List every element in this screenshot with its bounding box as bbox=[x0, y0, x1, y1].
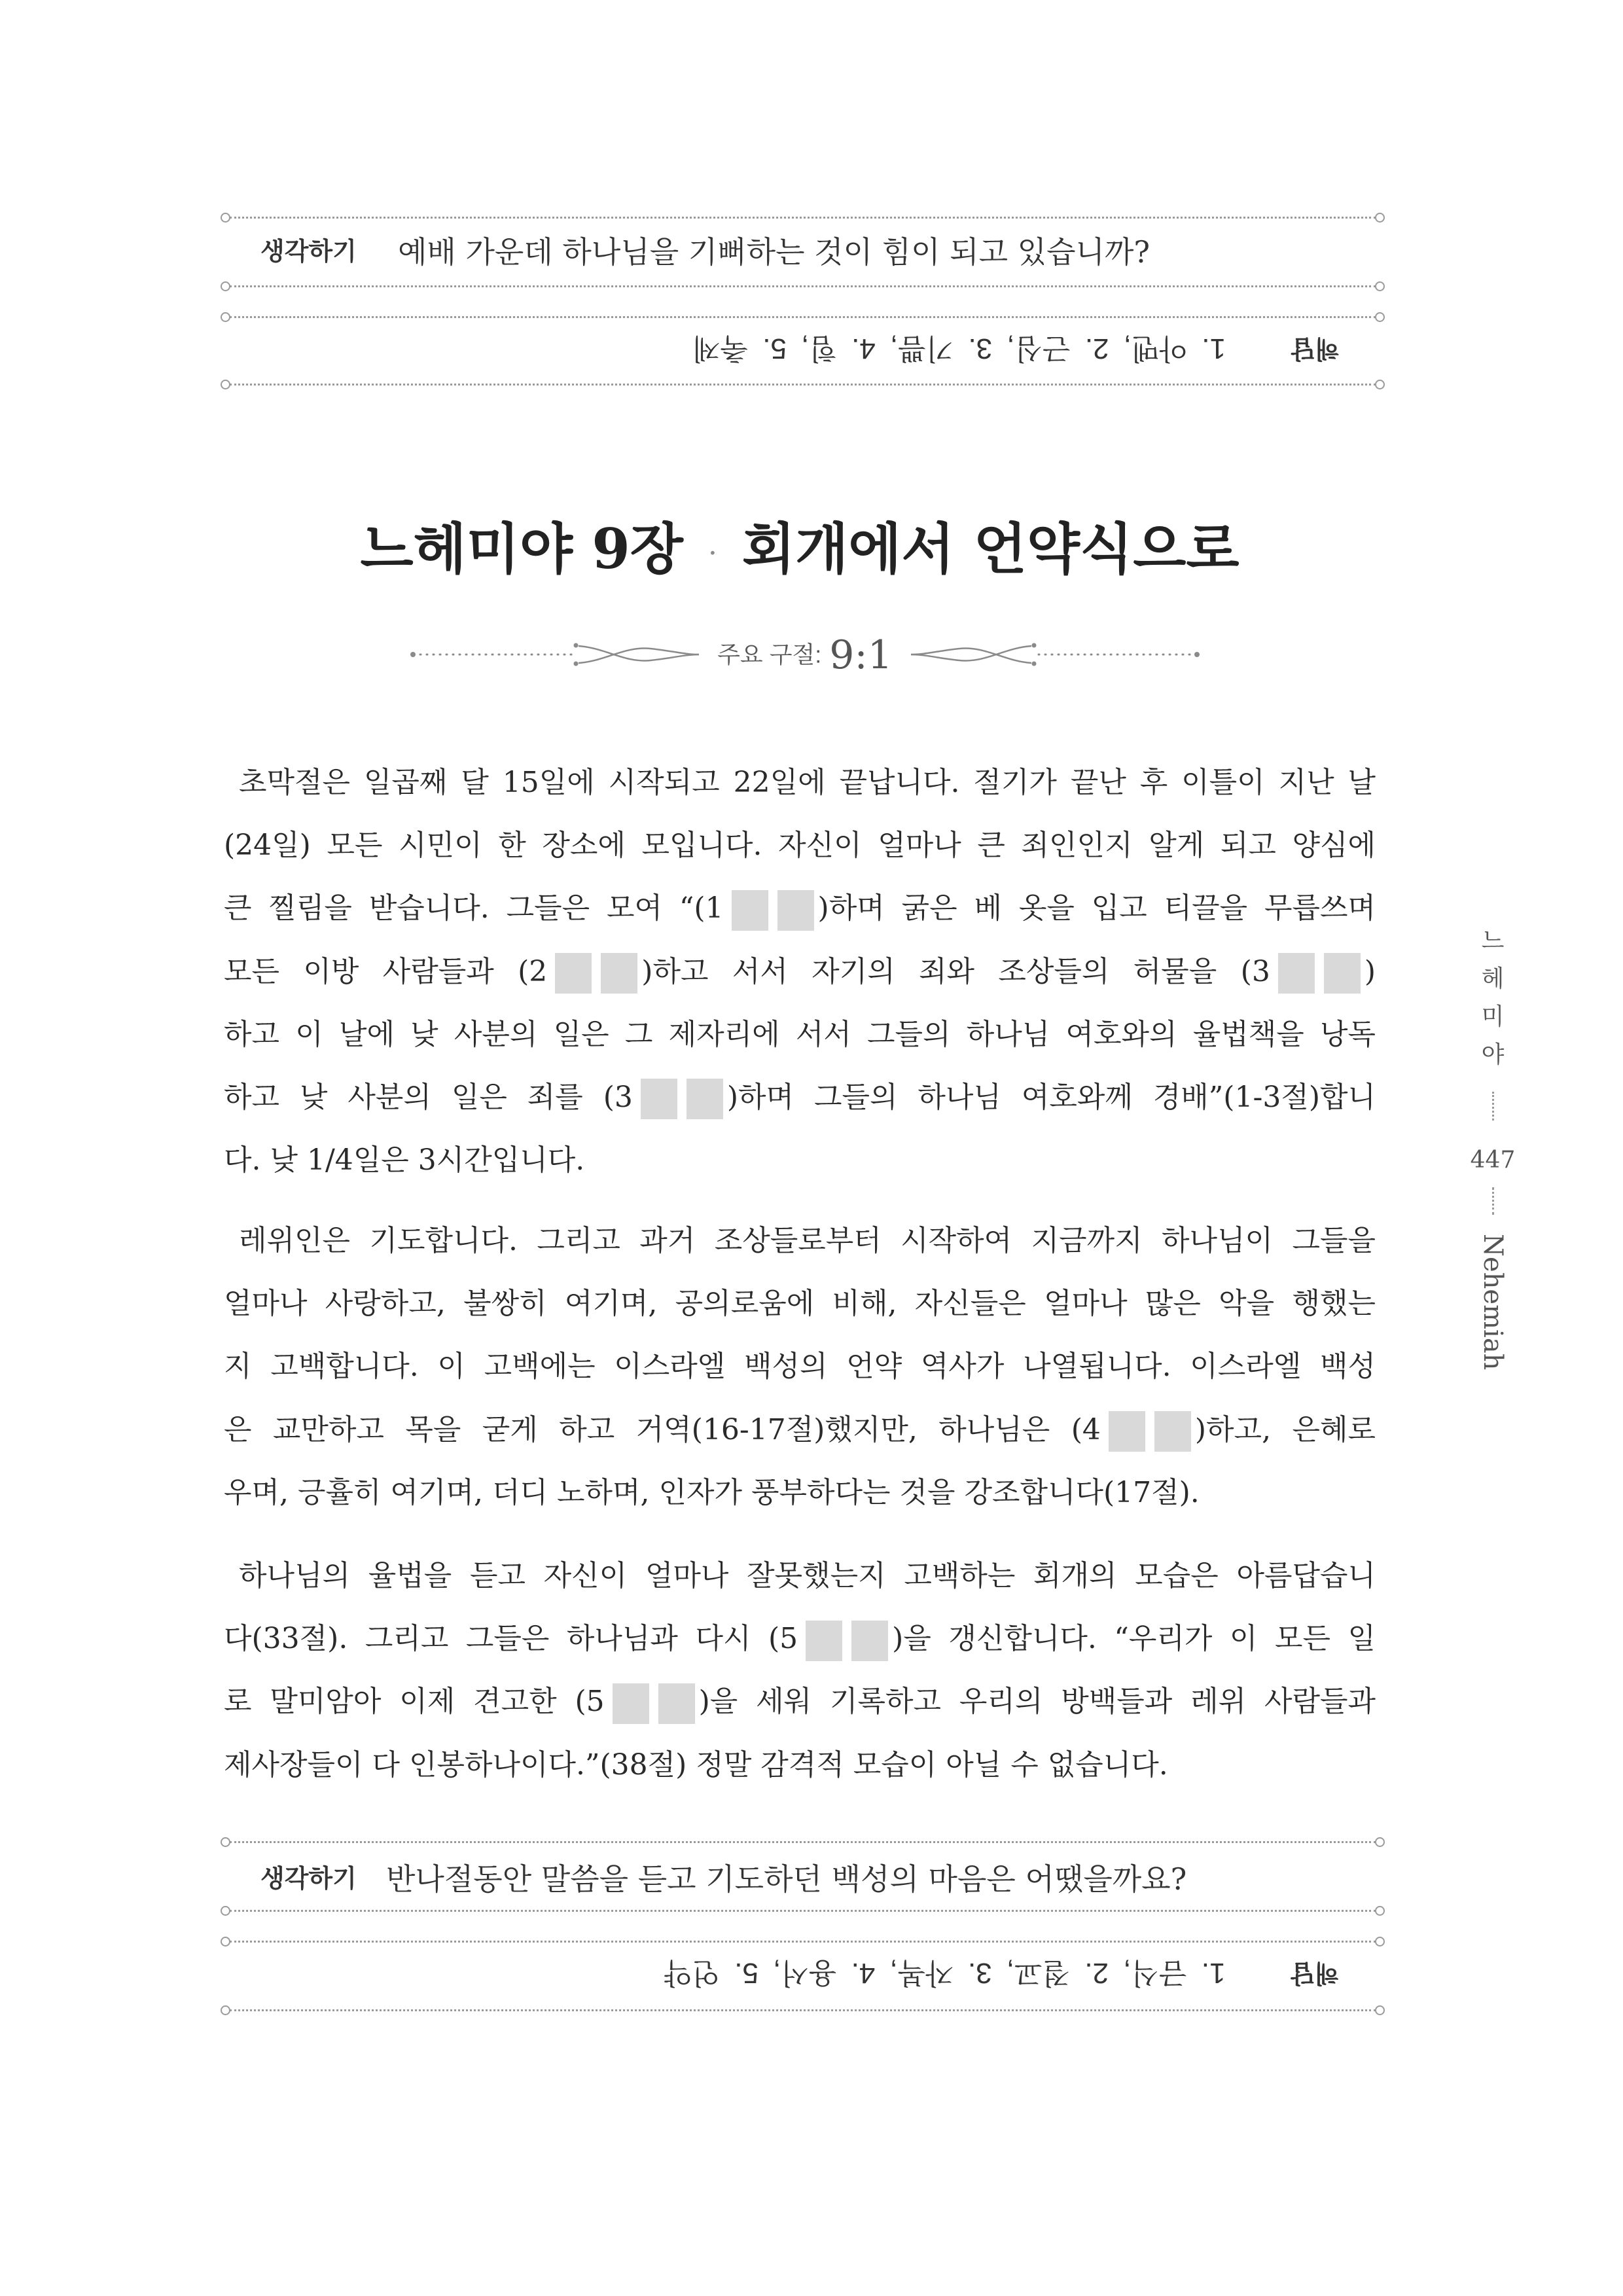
side-tab-char: 느 bbox=[1481, 927, 1505, 954]
think-label: 생각하기 bbox=[260, 1865, 357, 1893]
text-line bbox=[224, 941, 1376, 1003]
blank-box bbox=[613, 1683, 649, 1724]
text-line bbox=[224, 1670, 1376, 1733]
line-text: 로 말미암아 이제 견고한 (5 bbox=[224, 1685, 605, 1719]
line-text: )을 세워 기록하고 우리의 방백들과 레위 사람들과 bbox=[698, 1685, 1376, 1719]
text-line: 다. 낮 1/4일은 3시간입니다. bbox=[224, 1143, 585, 1177]
chapter-heading: 회개에서 언약식으로 bbox=[741, 516, 1240, 581]
answer-blank bbox=[613, 1683, 695, 1724]
line-text: 하고 낮 사분의 일은 죄를 (3 bbox=[224, 1080, 633, 1114]
line-text: 큰 찔림을 받습니다. 그들은 모여 “(1 bbox=[224, 891, 724, 925]
blank-box bbox=[806, 1621, 842, 1661]
side-tab-char: 야 bbox=[1481, 1041, 1505, 1068]
blank-box bbox=[777, 890, 814, 931]
answer-blank bbox=[732, 890, 814, 931]
top-box-rule bbox=[230, 285, 1376, 287]
title-separator: · bbox=[707, 537, 717, 570]
text-line: 제사장들이 다 인봉하나이다.”(38절) 정말 감격적 모습이 아닐 수 없습니다. bbox=[224, 1748, 1168, 1782]
blank-box bbox=[641, 1079, 677, 1119]
answer-row-upside-down bbox=[692, 332, 1339, 371]
text-line: 하고 이 날에 낮 사분의 일은 그 제자리에 서서 그들의 하나님 여호와의 율법책을 낭독 bbox=[224, 1017, 1376, 1051]
answer-blank bbox=[1278, 953, 1361, 994]
answer-blank bbox=[806, 1621, 888, 1661]
text-line bbox=[224, 1607, 1376, 1670]
line-text: ) bbox=[1364, 954, 1376, 988]
text-line: 얼마나 사랑하고, 불쌍히 여기며, 공의로움에 비해, 자신들은 얼마나 많은 악을 행했는 bbox=[224, 1287, 1376, 1321]
bottom-box-rule bbox=[230, 2009, 1376, 2011]
blank-box bbox=[658, 1683, 695, 1724]
line-text: )을 갱신합니다. “우리가 이 모든 일 bbox=[892, 1622, 1376, 1656]
text-line: 초막절은 일곱째 달 15일에 시작되고 22일에 끝납니다. 절기가 끝난 후 이틀이 지난 날 bbox=[239, 766, 1376, 799]
line-text: )하고, 은혜로 bbox=[1194, 1412, 1376, 1446]
answer-blank bbox=[641, 1079, 723, 1119]
key-verse bbox=[410, 628, 1200, 681]
text-line: 레위인은 기도합니다. 그리고 과거 조상들로부터 시작하여 지금까지 하나님이 그들을 bbox=[239, 1224, 1376, 1257]
side-tab-dots bbox=[1492, 1187, 1494, 1215]
line-text: 모든 이방 사람들과 (2 bbox=[224, 954, 548, 988]
blank-box bbox=[732, 890, 768, 931]
answer-label: 해답 bbox=[1291, 1959, 1339, 1987]
page-number: 447 bbox=[1470, 1147, 1516, 1174]
blank-box bbox=[1278, 953, 1315, 994]
blank-box bbox=[1154, 1411, 1191, 1452]
top-box-rule bbox=[230, 384, 1376, 386]
text-line bbox=[224, 877, 1376, 940]
think-label: 생각하기 bbox=[260, 238, 357, 266]
think-question: 반나절동안 말씀을 듣고 기도하던 백성의 마음은 어땠을까요? bbox=[386, 1861, 1187, 1897]
blank-box bbox=[851, 1621, 888, 1661]
bottom-box-rule bbox=[230, 1841, 1376, 1843]
answer-label: 해답 bbox=[1291, 334, 1339, 363]
paragraph bbox=[224, 751, 1376, 1192]
answer-blank bbox=[555, 953, 637, 994]
line-text: )하며 그들의 하나님 여호와께 경배”(1-3절)합니 bbox=[726, 1080, 1376, 1114]
key-verse-text bbox=[410, 628, 1200, 681]
bottom-box-rule bbox=[230, 1941, 1376, 1943]
text-line: (24일) 모든 시민이 한 장소에 모입니다. 자신이 얼마나 큰 죄인인지 알게 되고 양심에 bbox=[224, 829, 1376, 863]
answer-row-upside-down bbox=[664, 1956, 1339, 1996]
line-text: 다(33절). 그리고 그들은 하나님과 다시 (5 bbox=[224, 1622, 798, 1656]
blank-box bbox=[687, 1079, 723, 1119]
paragraph bbox=[224, 1545, 1376, 1797]
text-line: 우며, 긍휼히 여기며, 더디 노하며, 인자가 풍부하다는 것을 강조합니다(17절). bbox=[224, 1475, 1200, 1509]
line-text: )하고 서서 자기의 죄와 조상들의 허물을 (3 bbox=[641, 954, 1270, 988]
chapter-name: 느헤미야 9장 bbox=[360, 516, 683, 581]
blank-box bbox=[555, 953, 592, 994]
line-text: )하며 굵은 베 옷을 입고 티끌을 무릅쓰며 bbox=[817, 891, 1376, 925]
text-line bbox=[224, 1399, 1376, 1462]
answer-text: 1. 금식, 2. 절교, 3. 자복, 4. 용서, 5. 언약 bbox=[664, 1957, 1226, 1989]
text-line: 하나님의 율법을 듣고 자신이 얼마나 잘못했는지 고백하는 회개의 모습은 아름답습니 bbox=[239, 1559, 1376, 1592]
think-question: 예배 가운데 하나님을 기뻐하는 것이 힘이 되고 있습니까? bbox=[398, 234, 1150, 270]
blank-box bbox=[1109, 1411, 1145, 1452]
side-tab-char: 미 bbox=[1481, 1003, 1505, 1030]
text-line: 지 고백합니다. 이 고백에는 이스라엘 백성의 언약 역사가 나열됩니다. 이스라엘 백성 bbox=[224, 1350, 1376, 1384]
side-tab-dots bbox=[1492, 1092, 1494, 1121]
bottom-box-rule bbox=[230, 1910, 1376, 1912]
side-tab bbox=[1473, 922, 1512, 1074]
key-verse-reference: 9:1 bbox=[829, 632, 893, 678]
top-box-rule bbox=[230, 316, 1376, 318]
blank-box bbox=[1324, 953, 1361, 994]
chapter-title bbox=[224, 510, 1376, 588]
book-name-english: Nehemiah bbox=[1478, 1234, 1508, 1371]
text-line bbox=[224, 1066, 1376, 1129]
side-tab-char: 헤 bbox=[1481, 965, 1505, 992]
blank-box bbox=[601, 953, 637, 994]
answer-text: 1. 아멘, 2. 근심, 3. 기쁨, 4. 힘, 5. 축제 bbox=[692, 332, 1226, 365]
line-text: 은 교만하고 목을 굳게 하고 거역(16-17절)했지만, 하나님은 (4 bbox=[224, 1412, 1101, 1446]
key-verse-label: 주요 구절: bbox=[717, 641, 822, 668]
answer-blank bbox=[1109, 1411, 1191, 1452]
paragraph bbox=[224, 1210, 1376, 1524]
top-box-rule bbox=[230, 217, 1376, 219]
